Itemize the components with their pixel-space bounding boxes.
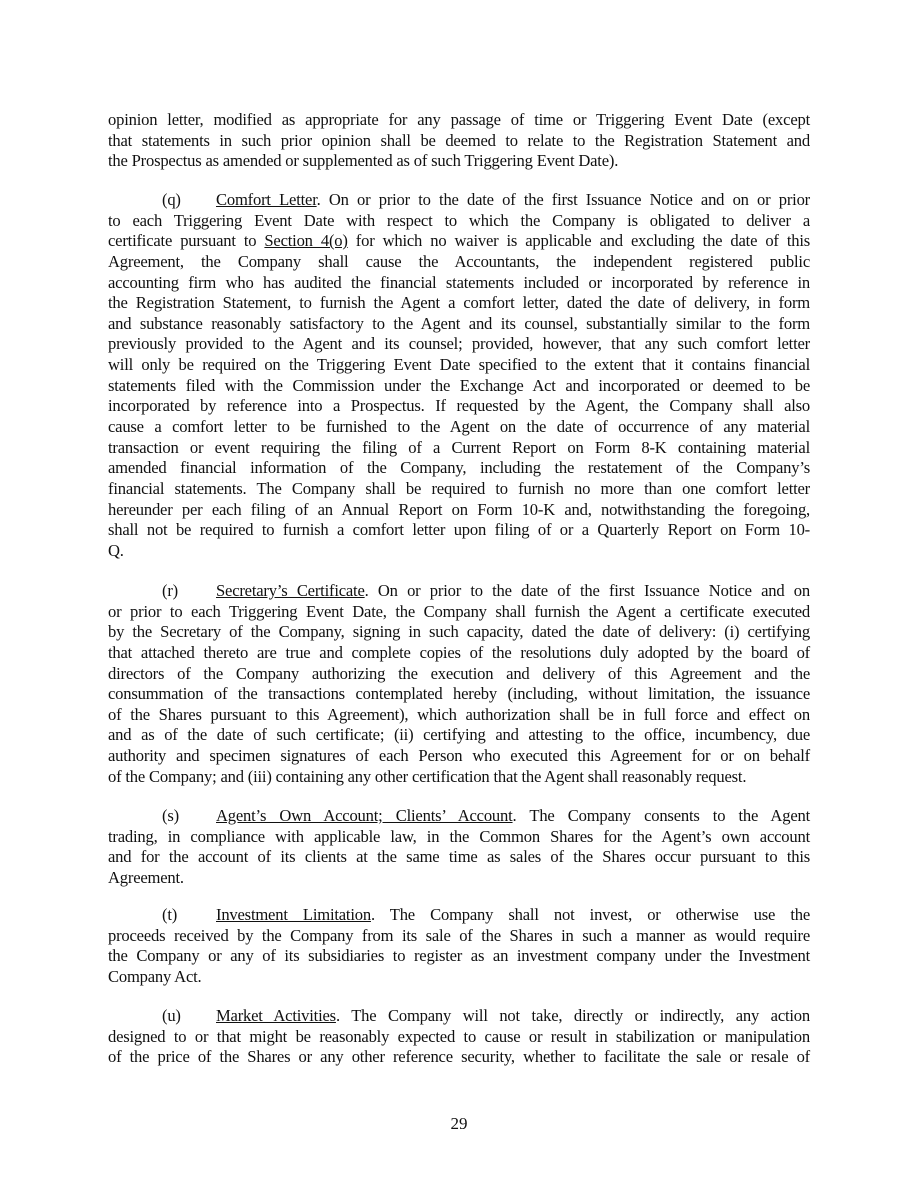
paragraph-line: by the Secretary of the Company, signing in such capacity, dated the date of delivery: (i) certifying xyxy=(108,622,810,642)
paragraph xyxy=(108,110,810,172)
paragraph xyxy=(108,806,810,889)
paragraph-line xyxy=(108,190,810,211)
paragraph-line: Company Act. xyxy=(108,966,202,986)
section-heading: Investment Limitation xyxy=(216,905,371,924)
paragraph-line xyxy=(108,806,810,827)
paragraph-line: to each Triggering Event Date with respect to which the Company is obligated to deliver a xyxy=(108,210,810,230)
section-reference-link: Section 4(o) xyxy=(264,231,348,251)
paragraph xyxy=(108,581,810,787)
paragraph-line: the Registration Statement, to furnish the Agent a comfort letter, dated the date of delivery, in form xyxy=(108,293,810,313)
paragraph-line: opinion letter, modified as appropriate for any passage of time or Triggering Event Date (except xyxy=(108,110,810,129)
paragraph-line: accounting firm who has audited the financial statements included or incorporated by reference in xyxy=(108,272,810,292)
section-label: (t) xyxy=(162,905,178,924)
line-text: . On or prior to the date of the first Issuance Notice and on xyxy=(364,581,810,600)
section-label: (u) xyxy=(162,1006,181,1025)
paragraph-line: consummation of the transactions contemplated hereby (including, without limitation, the issuance xyxy=(108,684,810,704)
paragraph-line: the Prospectus as amended or supplemented as of such Triggering Event Date). xyxy=(108,151,619,171)
paragraph-line: directors of the Company authorizing the execution and delivery of this Agreement and the xyxy=(108,663,810,683)
paragraph-line: authority and specimen signatures of each Person who executed this Agreement for or on behalf xyxy=(108,746,810,766)
paragraph-line: that statements in such prior opinion shall be deemed to relate to the Registration Statement and xyxy=(108,130,810,150)
paragraph-line xyxy=(108,231,810,252)
page-number: 29 xyxy=(450,1114,468,1133)
paragraph-line: of the price of the Shares or any other reference security, whether to facilitate the sale or resale of xyxy=(108,1047,810,1067)
paragraph-line: incorporated by reference into a Prospectus. If requested by the Agent, the Company shall also xyxy=(108,396,810,416)
paragraph-line: and for the account of its clients at the same time as sales of the Shares occur pursuant to this xyxy=(108,847,810,867)
section-label: (q) xyxy=(162,190,181,209)
paragraph-line: previously provided to the Agent and its counsel; provided, however, that any such comfort letter xyxy=(108,334,810,354)
paragraph-line: and substance reasonably satisfactory to the Agent and its counsel, substantially similar to the form xyxy=(108,313,810,333)
line-text: certificate pursuant to xyxy=(108,231,265,251)
paragraph-line: or prior to each Triggering Event Date, the Company shall furnish the Agent a certificate executed xyxy=(108,601,810,621)
paragraph-line: Q. xyxy=(108,540,124,560)
paragraph-line: amended financial information of the Company, including the restatement of the Company’s xyxy=(108,458,810,478)
line-text: for which no waiver is applicable and excluding the date of this xyxy=(347,231,810,251)
paragraph-line: hereunder per each filing of an Annual Report on Form 10-K and, notwithstanding the foregoing, xyxy=(108,499,810,519)
section-heading: Agent’s Own Account; Clients’ Account xyxy=(216,806,513,825)
paragraph-line: the Company or any of its subsidiaries to register as an investment company under the Investment xyxy=(108,946,810,966)
paragraph-line xyxy=(108,581,810,602)
paragraph-line: designed to or that might be reasonably expected to cause or result in stabilization or manipulation xyxy=(108,1026,810,1046)
paragraph-line: transaction or event requiring the filing of a Current Report on Form 8-K containing material xyxy=(108,437,810,457)
paragraph-line: of the Company; and (iii) containing any other certification that the Agent shall reasonably request. xyxy=(108,766,747,786)
paragraph-line: Agreement. xyxy=(108,867,184,887)
paragraph xyxy=(108,190,810,562)
line-text: . On or prior to the date of the first Issuance Notice and on or prior xyxy=(316,190,811,209)
paragraph-line: proceeds received by the Company from its sale of the Shares in such a manner as would require xyxy=(108,925,810,945)
paragraph xyxy=(108,905,810,988)
line-text: . The Company will not take, directly or indirectly, any action xyxy=(335,1006,810,1025)
paragraph-line: Agreement, the Company shall cause the Accountants, the independent registered public xyxy=(108,251,810,271)
section-heading: Secretary’s Certificate xyxy=(216,581,365,600)
section-label: (r) xyxy=(162,581,178,600)
section-heading: Comfort Letter xyxy=(216,190,317,209)
paragraph-line: and as of the date of such certificate; (ii) certifying and attesting to the office, incumbency, due xyxy=(108,725,810,745)
paragraph-line: shall not be required to furnish a comfort letter upon filing of or a Quarterly Report on Form 10- xyxy=(108,520,810,540)
paragraph-line: of the Shares pursuant to this Agreement), which authorization shall be in full force and effect on xyxy=(108,704,810,724)
paragraph xyxy=(108,1006,810,1068)
section-label: (s) xyxy=(162,806,179,825)
line-text: . The Company consents to the Agent xyxy=(512,806,810,825)
paragraph-line: trading, in compliance with applicable law, in the Common Shares for the Agent’s own account xyxy=(108,826,810,846)
paragraph-line: cause a comfort letter to be furnished to the Agent on the date of occurrence of any material xyxy=(108,417,810,437)
paragraph-line: financial statements. The Company shall be required to furnish no more than one comfort letter xyxy=(108,478,810,498)
paragraph-line: will only be required on the Triggering Event Date specified to the extent that it contains financial xyxy=(108,355,810,375)
paragraph-line xyxy=(108,1006,810,1027)
paragraph-line: that attached thereto are true and complete copies of the resolutions duly adopted by the board of xyxy=(108,642,810,662)
paragraph-line: statements filed with the Commission under the Exchange Act and incorporated or deemed to be xyxy=(108,375,810,395)
line-text: . The Company shall not invest, or otherwise use the xyxy=(370,905,811,924)
section-heading: Market Activities xyxy=(216,1006,336,1025)
paragraph-line xyxy=(108,905,810,926)
